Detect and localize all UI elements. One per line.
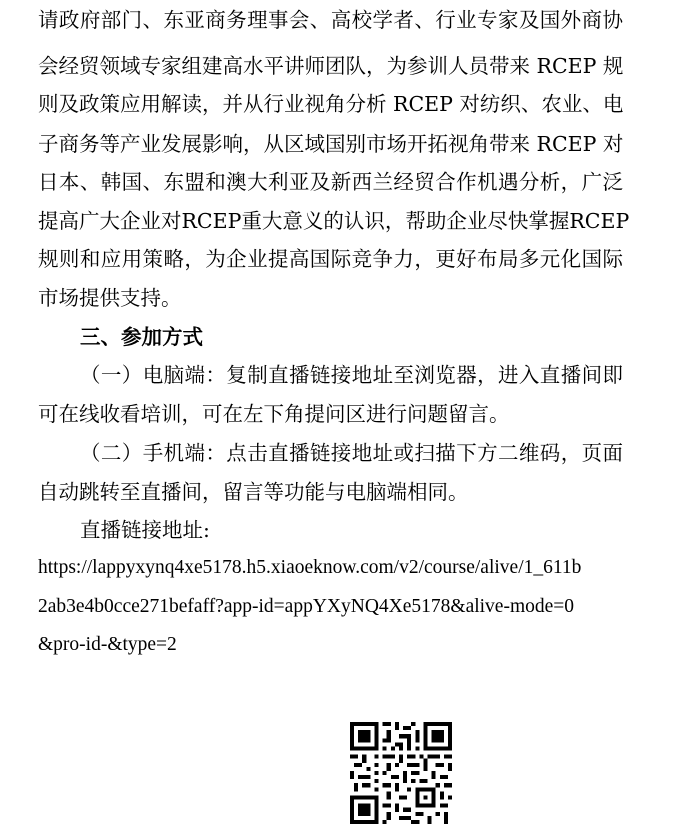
qr-code-icon[interactable] (350, 722, 452, 824)
intro-line: 日本、韩国、东盟和澳大利亚及新西兰经贸合作机遇分析，广泛 (38, 170, 623, 194)
intro-line: 则及政策应用解读，并从行业视角分析 RCEP 对纺织、农业、电 (38, 92, 624, 116)
intro-line: 会经贸领域专家组建高水平讲师团队，为参训人员带来 RCEP 规 (38, 54, 624, 78)
section-heading: 三、参加方式 (80, 325, 203, 349)
mobile-method-line: 自动跳转至直播间，留言等功能与电脑端相同。 (38, 480, 469, 504)
intro-line: 提高广大企业对RCEP重大意义的认识，帮助企业尽快掌握RCEP (38, 209, 630, 233)
pc-method-line: （一）电脑端：复制直播链接地址至浏览器，进入直播间即 (80, 363, 623, 387)
live-link-url-line[interactable]: &pro-id-&type=2 (38, 634, 177, 655)
intro-line: 规则和应用策略，为企业提高国际竞争力，更好布局多元化国际 (38, 247, 623, 271)
pc-method-line: 可在线收看培训，可在左下角提问区进行问题留言。 (38, 402, 510, 426)
live-link-url-line[interactable]: https://lappyxynq4xe5178.h5.xiaoeknow.com/v2/course/alive/1_611b (38, 557, 582, 578)
live-link-url-line[interactable]: 2ab3e4b0cce271befaff?app-id=appYXyNQ4Xe5178&alive-mode=0 (38, 596, 575, 617)
intro-line: 市场提供支持。 (38, 286, 182, 310)
intro-line: 子商务等产业发展影响，从区域国别市场开拓视角带来 RCEP 对 (38, 132, 624, 156)
link-label: 直播链接地址: (80, 518, 210, 542)
mobile-method-line: （二）手机端：点击直播链接地址或扫描下方二维码，页面 (80, 441, 623, 465)
intro-line: 请政府部门、东亚商务理事会、高校学者、行业专家及国外商协 (38, 8, 623, 32)
